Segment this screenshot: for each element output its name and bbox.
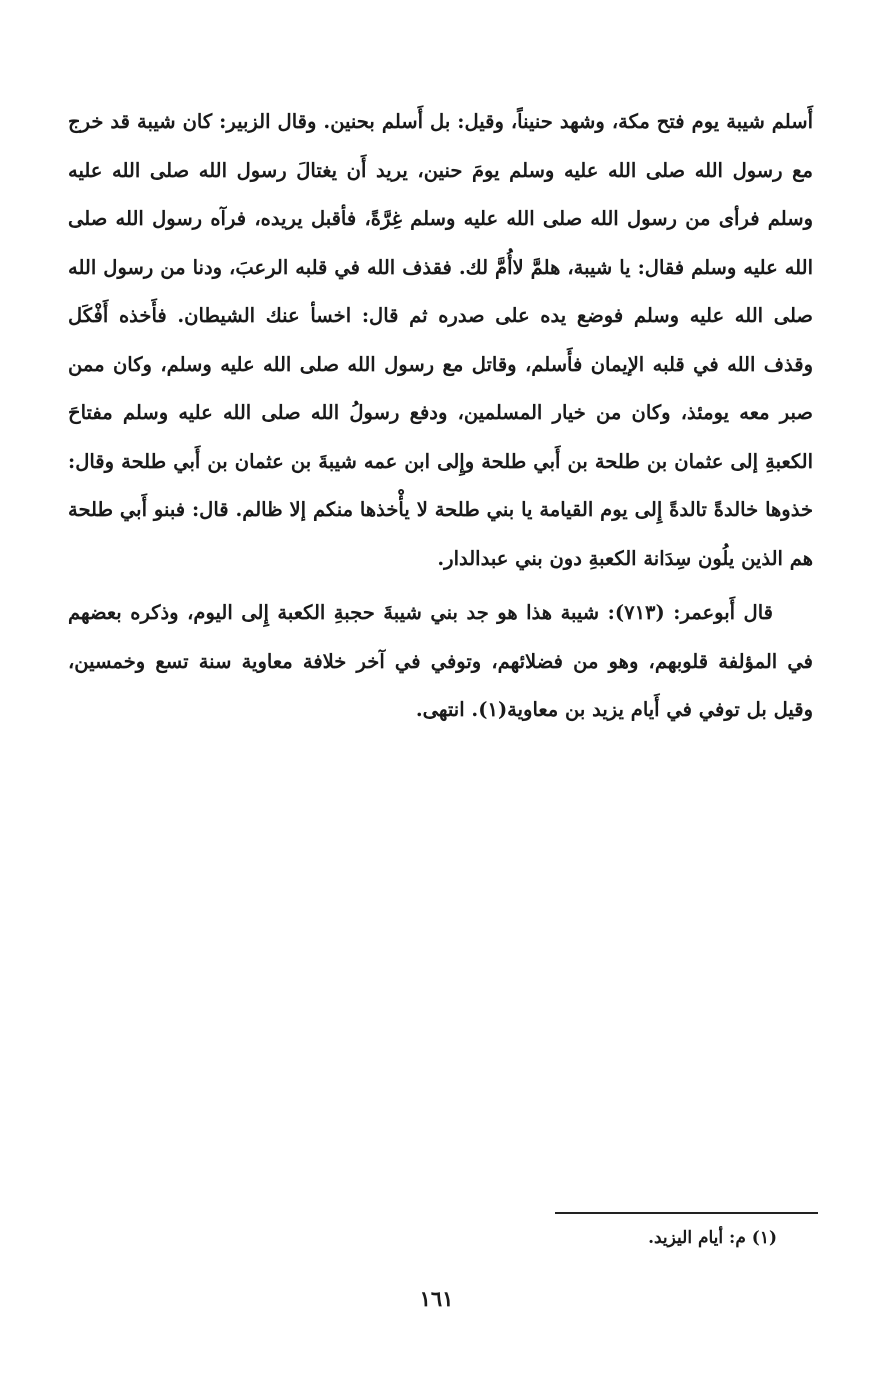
paragraph-1: أَسلم شيبة يوم فتح مكة، وشهد حنيناً، وقيل: بل أَسلم بحنين. وقال الزبير: كان شيبة قد خرج مع رسول الله صلى الله عليه وسلم يومَ حنين، يريد أَن يغتالَ رسول الله صلى الله عليه وسلم فرأى من رسول الله صلى الله عليه وسلم غِرَّةً، فأقبل يريده، فرآه رسول الله صلى الله عليه وسلم فقال: يا شيبة، هلمَّ لاأُمَّ لك. فقذف الله في قلبه الرعبَ، ودنا من رسول الله صلى الله عليه وسلم فوضع يده على صدره ثم قال: اخسأ عنك الشيطان. فأَخذه أَفْكَل وقذف الله في قلبه الإيمان فأَسلم، وقاتل مع رسول الله صلى الله عليه وسلم، وكان ممن صبر معه يومئذ، وكان من خيار المسلمين، ودفع رسولُ الله صلى الله عليه وسلم مفتاحَ الكعبةِ إلى عثمان بن طلحة بن أَبي طلحة وإِلى ابن عمه شيبةَ بن عثمان بن أَبي طلحة وقال: خذوها خالدةً تالدةً إِلى يوم القيامة يا بني طلحة لا يأْخذها منكم إلا ظالم. قال: فبنو أَبي طلحة هم الذين يلُون سِدَانة الكعبةِ دون بني عبدالدار. <box>68 110 813 570</box>
body-text <box>68 98 813 735</box>
paragraph-2: قال أَبوعمر: (٧١٣): شيبة هذا هو جد بني شيبةَ حجبةِ الكعبة إِلى اليوم، وذكره بعضهم في المؤلفة قلوبهم، وهو من فضلائهم، وتوفي في آخر خلافة معاوية سنة تسع وخمسين، وقيل بل توفي في أَيام يزيد بن معاوية(١). انتهى. <box>68 601 813 721</box>
footnote: (١) م: أيام اليزيد. <box>648 1228 777 1248</box>
page-number: ١٦١ <box>419 1286 454 1311</box>
footnote-divider <box>555 1212 818 1214</box>
